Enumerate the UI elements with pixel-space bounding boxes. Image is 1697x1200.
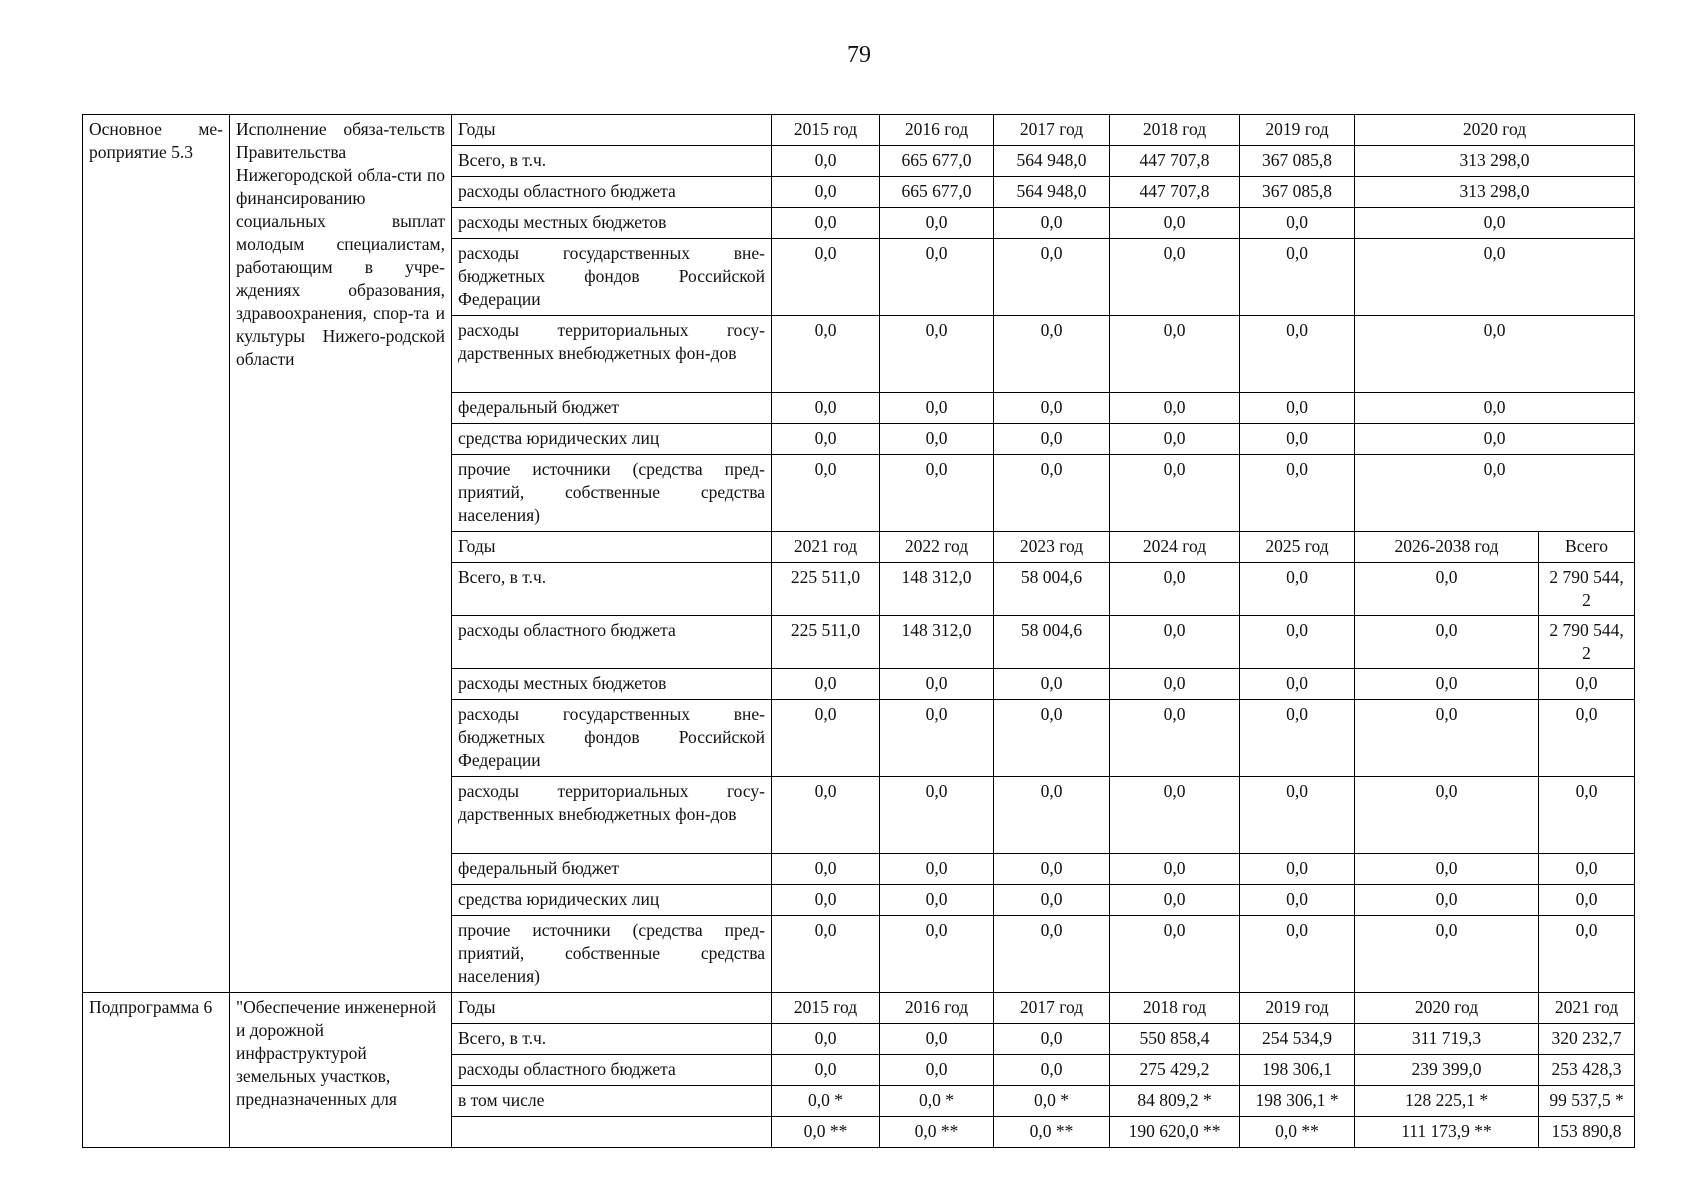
row-label: расходы областного бюджета — [452, 616, 772, 669]
value-cell: 0,0 — [994, 455, 1110, 532]
header-cell: Всего — [1539, 532, 1635, 563]
value-cell: 0,0 — [1110, 455, 1240, 532]
header-cell: 2024 год — [1110, 532, 1240, 563]
value-cell: 0,0 — [880, 700, 994, 777]
row-label: расходы государственных вне-бюджетных фондов Российской Федерации — [452, 239, 772, 316]
value-cell: 58 004,6 — [994, 563, 1110, 616]
value-cell: 0,0 — [880, 1024, 994, 1055]
program-code: Основное ме-роприятие 5.3 — [83, 115, 230, 993]
value-cell: 0,0 — [1240, 669, 1355, 700]
value-cell: 0,0 — [772, 239, 880, 316]
value-cell: 2 790 544,2 — [1539, 563, 1635, 616]
value-cell: 0,0 — [1355, 455, 1635, 532]
value-cell: 0,0 — [880, 239, 994, 316]
value-cell: 564 948,0 — [994, 146, 1110, 177]
header-cell: 2016 год — [880, 115, 994, 146]
value-cell: 0,0 — [994, 885, 1110, 916]
value-cell: 0,0 — [772, 1055, 880, 1086]
value-cell: 0,0 — [880, 1055, 994, 1086]
value-cell: 253 428,3 — [1539, 1055, 1635, 1086]
value-cell: 0,0 * — [994, 1086, 1110, 1117]
subprogram-code: Подпрограмма 6 — [83, 993, 230, 1148]
header-cell: 2018 год — [1110, 115, 1240, 146]
value-cell: 0,0 — [1240, 393, 1355, 424]
value-cell: 0,0 — [1539, 777, 1635, 854]
value-cell: 0,0 — [1539, 854, 1635, 885]
value-cell: 239 399,0 — [1355, 1055, 1539, 1086]
header-cell: 2025 год — [1240, 532, 1355, 563]
value-cell: 0,0 — [1110, 424, 1240, 455]
value-cell: 0,0 — [994, 916, 1110, 993]
value-cell: 275 429,2 — [1110, 1055, 1240, 1086]
value-cell: 0,0 * — [880, 1086, 994, 1117]
value-cell: 153 890,8 — [1539, 1117, 1635, 1148]
value-cell: 550 858,4 — [1110, 1024, 1240, 1055]
value-cell: 0,0 — [1240, 316, 1355, 393]
value-cell: 58 004,6 — [994, 616, 1110, 669]
value-cell: 0,0 — [772, 700, 880, 777]
row-label: расходы государственных вне-бюджетных фондов Российской Федерации — [452, 700, 772, 777]
value-cell: 0,0 — [1355, 777, 1539, 854]
row-label: средства юридических лиц — [452, 424, 772, 455]
value-cell: 0,0 — [772, 885, 880, 916]
row-label: федеральный бюджет — [452, 393, 772, 424]
header-cell: 2015 год — [772, 993, 880, 1024]
value-cell: 0,0 — [994, 208, 1110, 239]
row-label: федеральный бюджет — [452, 854, 772, 885]
row-label: прочие источники (средства пред-приятий, собственные средства населения) — [452, 916, 772, 993]
value-cell: 0,0 — [1110, 854, 1240, 885]
value-cell: 0,0 — [772, 177, 880, 208]
value-cell: 0,0 — [1110, 563, 1240, 616]
value-cell: 0,0 — [772, 316, 880, 393]
value-cell: 0,0 — [1110, 616, 1240, 669]
value-cell: 0,0 — [1110, 208, 1240, 239]
value-cell: 320 232,7 — [1539, 1024, 1635, 1055]
row-label: расходы местных бюджетов — [452, 669, 772, 700]
budget-table — [82, 114, 1635, 1148]
value-cell: 0,0 — [772, 854, 880, 885]
value-cell: 0,0 — [1355, 239, 1635, 316]
value-cell: 0,0 — [880, 854, 994, 885]
value-cell: 0,0 — [994, 854, 1110, 885]
header-cell: 2021 год — [772, 532, 880, 563]
value-cell: 0,0 — [772, 916, 880, 993]
value-cell: 198 306,1 * — [1240, 1086, 1355, 1117]
value-cell: 0,0 ** — [772, 1117, 880, 1148]
value-cell: 0,0 — [1240, 777, 1355, 854]
value-cell: 0,0 — [880, 424, 994, 455]
page-number: 79 — [847, 42, 871, 68]
value-cell: 0,0 ** — [880, 1117, 994, 1148]
value-cell: 564 948,0 — [994, 177, 1110, 208]
value-cell: 0,0 — [1539, 700, 1635, 777]
header-cell: 2022 год — [880, 532, 994, 563]
row-label: расходы территориальных госу-дарственных внебюджетных фон-дов — [452, 316, 772, 393]
header-cell: 2020 год — [1355, 993, 1539, 1024]
value-cell: 0,0 — [1355, 854, 1539, 885]
value-cell: 367 085,8 — [1240, 177, 1355, 208]
value-cell: 225 511,0 — [772, 616, 880, 669]
value-cell: 0,0 — [1240, 239, 1355, 316]
value-cell: 0,0 — [1240, 424, 1355, 455]
value-cell: 0,0 — [1240, 616, 1355, 669]
value-cell: 0,0 — [880, 455, 994, 532]
program-title: Исполнение обяза-тельств Правительства Нижегородской обла-сти по финансированию социальных выплат молодым специалистам, работающим в учре-ждениях образования, здравоохранения, спор-та и культуры Нижего-родской области — [230, 115, 452, 993]
value-cell: 0,0 — [1539, 916, 1635, 993]
value-cell: 0,0 — [1355, 393, 1635, 424]
value-cell: 0,0 — [1240, 854, 1355, 885]
subprogram-title: "Обеспечение инженерной и дорожной инфраструктурой земельных участков, предназначенных для — [230, 993, 452, 1148]
table-row — [83, 993, 1635, 1024]
row-label: расходы областного бюджета — [452, 177, 772, 208]
value-cell: 0,0 — [880, 669, 994, 700]
value-cell: 148 312,0 — [880, 563, 994, 616]
value-cell: 311 719,3 — [1355, 1024, 1539, 1055]
row-label: Всего, в т.ч. — [452, 1024, 772, 1055]
header-cell: 2023 год — [994, 532, 1110, 563]
value-cell: 0,0 — [1240, 916, 1355, 993]
value-cell: 367 085,8 — [1240, 146, 1355, 177]
value-cell: 84 809,2 * — [1110, 1086, 1240, 1117]
value-cell: 0,0 ** — [1240, 1117, 1355, 1148]
value-cell: 0,0 — [1355, 885, 1539, 916]
header-cell: 2017 год — [994, 993, 1110, 1024]
value-cell: 0,0 — [880, 885, 994, 916]
value-cell: 0,0 — [994, 700, 1110, 777]
header-cell: 2016 год — [880, 993, 994, 1024]
header-cell: 2018 год — [1110, 993, 1240, 1024]
row-label: средства юридических лиц — [452, 885, 772, 916]
value-cell: 0,0 — [772, 1024, 880, 1055]
value-cell: 0,0 — [1110, 669, 1240, 700]
value-cell: 0,0 — [772, 146, 880, 177]
header-cell: Годы — [452, 532, 772, 563]
header-cell: 2015 год — [772, 115, 880, 146]
value-cell: 0,0 — [1240, 563, 1355, 616]
value-cell: 0,0 — [772, 208, 880, 239]
value-cell: 0,0 — [1110, 916, 1240, 993]
header-cell: 2020 год — [1355, 115, 1635, 146]
value-cell: 0,0 — [1240, 700, 1355, 777]
value-cell: 0,0 — [880, 316, 994, 393]
value-cell: 447 707,8 — [1110, 146, 1240, 177]
value-cell: 225 511,0 — [772, 563, 880, 616]
row-label: Всего, в т.ч. — [452, 563, 772, 616]
value-cell: 0,0 — [1355, 616, 1539, 669]
value-cell: 0,0 — [772, 424, 880, 455]
value-cell: 0,0 — [1539, 669, 1635, 700]
row-label: в том числе — [452, 1086, 772, 1117]
value-cell: 0,0 — [1355, 563, 1539, 616]
value-cell: 190 620,0 ** — [1110, 1117, 1240, 1148]
header-cell: 2019 год — [1240, 993, 1355, 1024]
value-cell: 111 173,9 ** — [1355, 1117, 1539, 1148]
value-cell: 0,0 — [772, 777, 880, 854]
value-cell: 0,0 — [994, 239, 1110, 316]
value-cell: 254 534,9 — [1240, 1024, 1355, 1055]
value-cell: 0,0 — [772, 455, 880, 532]
value-cell: 0,0 — [1110, 777, 1240, 854]
header-cell: Годы — [452, 115, 772, 146]
header-cell: 2017 год — [994, 115, 1110, 146]
row-label: расходы территориальных госу-дарственных внебюджетных фон-дов — [452, 777, 772, 854]
value-cell: 0,0 — [994, 777, 1110, 854]
value-cell: 0,0 — [1110, 316, 1240, 393]
value-cell: 0,0 — [772, 393, 880, 424]
value-cell: 198 306,1 — [1240, 1055, 1355, 1086]
value-cell: 0,0 — [1110, 393, 1240, 424]
value-cell: 0,0 — [1355, 316, 1635, 393]
value-cell: 0,0 — [994, 669, 1110, 700]
value-cell: 0,0 — [880, 393, 994, 424]
value-cell: 0,0 — [1355, 669, 1539, 700]
value-cell: 128 225,1 * — [1355, 1086, 1539, 1117]
table-row — [83, 115, 1635, 146]
value-cell: 0,0 — [1355, 700, 1539, 777]
header-cell: 2026-2038 год — [1355, 532, 1539, 563]
value-cell: 0,0 — [1355, 424, 1635, 455]
value-cell: 0,0 — [880, 208, 994, 239]
row-label — [452, 1117, 772, 1148]
value-cell: 0,0 — [994, 1024, 1110, 1055]
value-cell: 0,0 — [880, 777, 994, 854]
row-label: Всего, в т.ч. — [452, 146, 772, 177]
value-cell: 0,0 — [1240, 885, 1355, 916]
value-cell: 447 707,8 — [1110, 177, 1240, 208]
value-cell: 148 312,0 — [880, 616, 994, 669]
value-cell: 0,0 — [1110, 239, 1240, 316]
row-label: расходы областного бюджета — [452, 1055, 772, 1086]
value-cell: 665 677,0 — [880, 177, 994, 208]
value-cell: 0,0 — [1355, 916, 1539, 993]
value-cell: 665 677,0 — [880, 146, 994, 177]
value-cell: 0,0 — [994, 393, 1110, 424]
value-cell: 0,0 — [1355, 208, 1635, 239]
value-cell: 313 298,0 — [1355, 177, 1635, 208]
value-cell: 0,0 — [1539, 885, 1635, 916]
value-cell: 313 298,0 — [1355, 146, 1635, 177]
header-cell: 2021 год — [1539, 993, 1635, 1024]
value-cell: 0,0 — [1240, 455, 1355, 532]
header-cell: 2019 год — [1240, 115, 1355, 146]
value-cell: 2 790 544,2 — [1539, 616, 1635, 669]
value-cell: 0,0 — [772, 669, 880, 700]
value-cell: 0,0 — [880, 916, 994, 993]
value-cell: 0,0 — [994, 316, 1110, 393]
value-cell: 0,0 ** — [994, 1117, 1110, 1148]
value-cell: 0,0 * — [772, 1086, 880, 1117]
value-cell: 0,0 — [994, 1055, 1110, 1086]
value-cell: 0,0 — [1240, 208, 1355, 239]
value-cell: 0,0 — [994, 424, 1110, 455]
header-cell: Годы — [452, 993, 772, 1024]
row-label: расходы местных бюджетов — [452, 208, 772, 239]
value-cell: 0,0 — [1110, 885, 1240, 916]
value-cell: 0,0 — [1110, 700, 1240, 777]
value-cell: 99 537,5 * — [1539, 1086, 1635, 1117]
row-label: прочие источники (средства пред-приятий, собственные средства населения) — [452, 455, 772, 532]
